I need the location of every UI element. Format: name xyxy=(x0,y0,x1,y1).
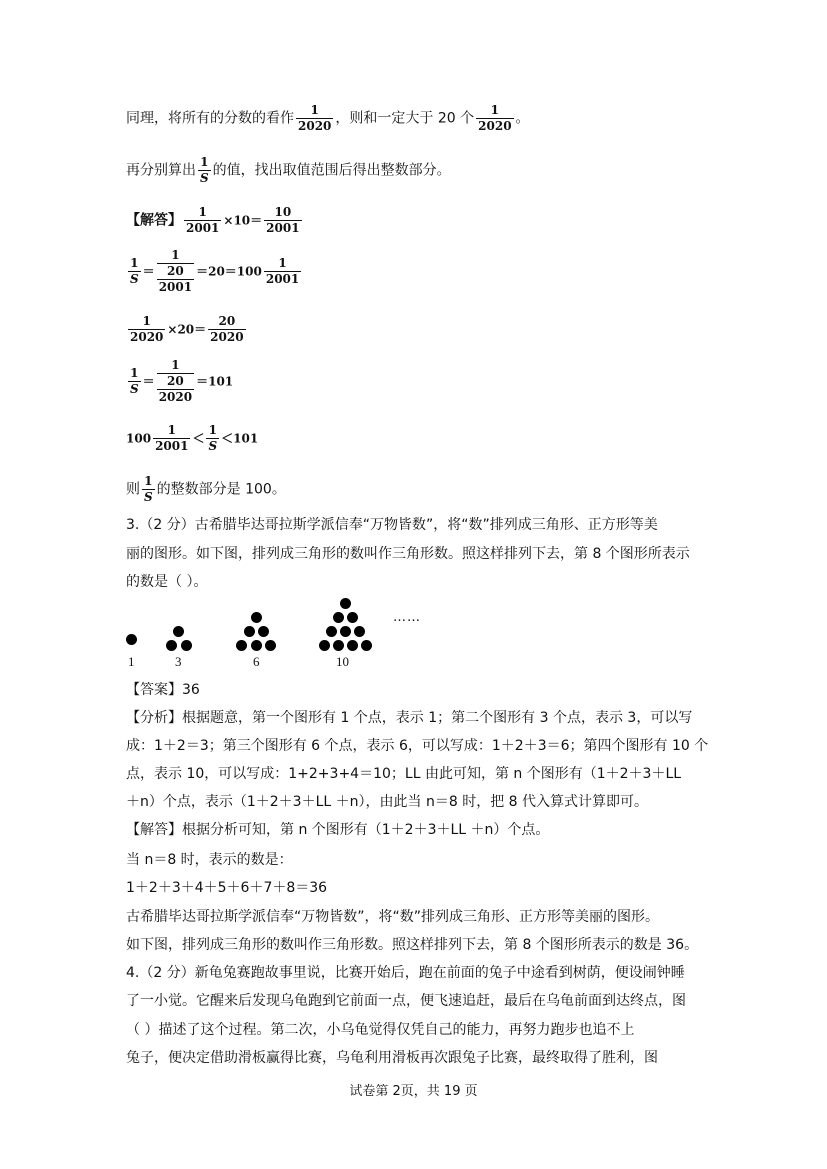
complex-fraction xyxy=(157,248,194,295)
fraction xyxy=(264,205,301,236)
denominator: 2001 xyxy=(155,439,189,453)
denominator: S xyxy=(144,490,153,504)
fraction xyxy=(128,366,141,397)
numerator: 1 xyxy=(128,366,141,382)
dot xyxy=(326,626,337,637)
text-segment: 再分别算出 xyxy=(126,162,196,179)
dot xyxy=(244,626,255,637)
dot xyxy=(347,640,358,651)
numerator: 1 xyxy=(128,314,165,330)
question-3-line-2: 丽的图形。如下图，排列成三角形的数叫作三角形数。照这样排列下去，第 8 个图形所表示 xyxy=(126,546,690,562)
answer-line-1 xyxy=(126,205,304,236)
numerator: 1 xyxy=(296,103,333,119)
analysis-line-4: ＋n）个点，表示（1＋2＋3＋LL ＋n），由此当 n＝8 时，把 8 代入算式计算即可。 xyxy=(126,794,649,810)
fraction xyxy=(296,103,333,134)
page-footer: 试卷第 2页，共 19 页 xyxy=(349,1084,478,1099)
fraction xyxy=(157,374,194,405)
solution-line-2: 当 n＝8 时，表示的数是： xyxy=(126,852,293,868)
math-op: ×20＝ xyxy=(167,322,207,337)
dot xyxy=(347,612,358,623)
dot xyxy=(126,634,137,645)
denominator: 2020 xyxy=(210,330,244,344)
denominator: 2020 xyxy=(478,119,512,133)
denominator xyxy=(157,264,194,295)
answer-tag: 【解答】 xyxy=(126,212,182,229)
numerator: 1 xyxy=(198,155,211,171)
fraction xyxy=(128,256,141,287)
math-op: ×10＝ xyxy=(223,213,263,228)
question-3-line-3: 的数是（ ）。 xyxy=(126,574,208,590)
dot xyxy=(181,640,192,651)
answer-36: 【答案】36 xyxy=(126,682,200,698)
denominator: S xyxy=(200,171,209,185)
answer-line-2 xyxy=(126,248,303,295)
question-3-line-1: 3.（2 分）古希腊毕达哥拉斯学派信奉“万物皆数”，将“数”排列成三角形、正方形等美 xyxy=(126,517,658,533)
dot xyxy=(319,640,330,651)
denominator: 2001 xyxy=(266,221,300,235)
dot xyxy=(333,640,344,651)
numerator: 10 xyxy=(264,205,301,221)
fraction xyxy=(206,423,219,454)
text-segment: 个 xyxy=(460,110,475,127)
denominator: S xyxy=(130,382,139,396)
answer-line-4 xyxy=(126,358,233,405)
math-value: 100 xyxy=(126,431,152,446)
text-segment: ，则和一定大于 xyxy=(335,110,434,127)
numerator: 1 xyxy=(157,248,194,264)
figure-label: 1 xyxy=(128,654,135,669)
figure-label: 6 xyxy=(253,654,260,669)
dot xyxy=(166,640,177,651)
fraction xyxy=(142,474,155,505)
math-op: ＝ xyxy=(142,264,155,279)
numerator: 1 xyxy=(476,103,513,119)
dot xyxy=(333,612,344,623)
numerator: 1 xyxy=(184,205,221,221)
dot xyxy=(251,640,262,651)
denominator xyxy=(157,374,194,405)
denominator: S xyxy=(130,272,139,286)
numerator: 1 xyxy=(206,423,219,439)
fraction xyxy=(157,264,194,295)
numerator: 20 xyxy=(157,264,194,280)
numerator: 1 xyxy=(128,256,141,272)
text-line-2 xyxy=(126,155,451,186)
numerator: 20 xyxy=(208,314,245,330)
fraction xyxy=(476,103,513,134)
text-segment: 20 xyxy=(437,110,456,127)
denominator: 2020 xyxy=(158,390,193,404)
dot xyxy=(361,640,372,651)
text-segment: 的值，找出取值范围后得出整数部分。 xyxy=(212,162,451,179)
question-4-line-1: 4.（2 分）新龟兔赛跑故事里说，比赛开始后，跑在前面的兔子中途看到树荫，便设闹钟睡 xyxy=(126,965,685,981)
ellipsis: …… xyxy=(393,610,421,625)
dot xyxy=(265,640,276,651)
numerator: 1 xyxy=(264,256,301,272)
fraction xyxy=(264,256,301,287)
denominator: 2001 xyxy=(265,272,300,286)
dot xyxy=(340,626,351,637)
analysis-line-1: 【分析】根据题意，第一个图形有 1 个点，表示 1；第二个图形有 3 个点，表示 3，可以写 xyxy=(126,710,693,726)
fraction xyxy=(184,205,221,236)
denominator: 2020 xyxy=(130,330,164,344)
denominator: S xyxy=(208,439,218,453)
math-op: ＜ xyxy=(192,431,205,446)
numerator: 1 xyxy=(153,423,190,439)
dot xyxy=(236,640,247,651)
math-op: ＜101 xyxy=(221,431,259,446)
text-segment: 的整数部分是 100。 xyxy=(156,481,286,498)
math-op: ＝101 xyxy=(196,374,234,389)
question-4-line-3: （ ）描述了这个过程。第二次，小乌龟觉得仅凭自己的能力，再努力跑步也追不上 xyxy=(126,1022,635,1038)
answer-line-5 xyxy=(126,423,258,454)
dot xyxy=(251,612,262,623)
question-4-line-4: 兔子，便决定借助滑板赢得比赛，乌龟利用滑板再次跟兔子比赛，最终取得了胜利，图 xyxy=(126,1050,658,1066)
complex-fraction xyxy=(157,358,194,405)
text-line-1 xyxy=(126,103,530,134)
denominator: 2001 xyxy=(158,280,193,294)
solution-line-4: 古希腊毕达哥拉斯学派信奉“万物皆数”，将“数”排列成三角形、正方形等美丽的图形。 xyxy=(126,909,660,925)
solution-line-3: 1＋2＋3＋4＋5＋6＋7＋8＝36 xyxy=(126,880,328,896)
analysis-line-3: 点，表示 10，可以写成：1+2+3+4＝10；LL 由此可知，第 n 个图形有（1＋2＋3＋LL xyxy=(126,766,682,782)
solution-line-1: 【解答】根据分析可知，第 n 个图形有（1＋2＋3＋LL ＋n）个点。 xyxy=(126,822,550,838)
solution-line-5: 如下图，排列成三角形的数叫作三角形数。照这样排列下去，第 8 个图形所表示的数是 36。 xyxy=(126,937,699,953)
fraction xyxy=(128,314,165,345)
question-4-line-2: 了一小觉。它醒来后发现乌龟跑到它前面一点，便飞速追赶，最后在乌龟前面到达终点，图 xyxy=(126,993,686,1009)
numerator: 1 xyxy=(142,474,155,490)
dot xyxy=(354,626,365,637)
fraction xyxy=(198,155,211,186)
text-segment: 。 xyxy=(515,110,530,127)
dot xyxy=(173,626,184,637)
math-op: ＝ xyxy=(142,374,155,389)
answer-line-3 xyxy=(126,314,248,345)
answer-line-6 xyxy=(126,474,286,505)
dot xyxy=(340,598,351,609)
numerator: 20 xyxy=(157,374,194,390)
denominator: 2001 xyxy=(186,221,220,235)
fraction xyxy=(208,314,245,345)
fraction xyxy=(153,423,190,454)
dot xyxy=(258,626,269,637)
triangle-numbers-figure xyxy=(120,598,440,672)
math-op: ＝20＝100 xyxy=(196,264,262,279)
text-segment: 则 xyxy=(126,481,140,498)
analysis-line-2: 成：1＋2＝3；第三个图形有 6 个点，表示 6，可以写成：1＋2＋3＝6；第四个图形有 10 个 xyxy=(126,738,709,754)
numerator: 1 xyxy=(157,358,194,374)
text-segment: 同理，将所有的分数的看作 xyxy=(126,110,294,127)
figure-label: 10 xyxy=(336,654,349,669)
figure-label: 3 xyxy=(175,654,182,669)
denominator: 2020 xyxy=(298,119,332,133)
